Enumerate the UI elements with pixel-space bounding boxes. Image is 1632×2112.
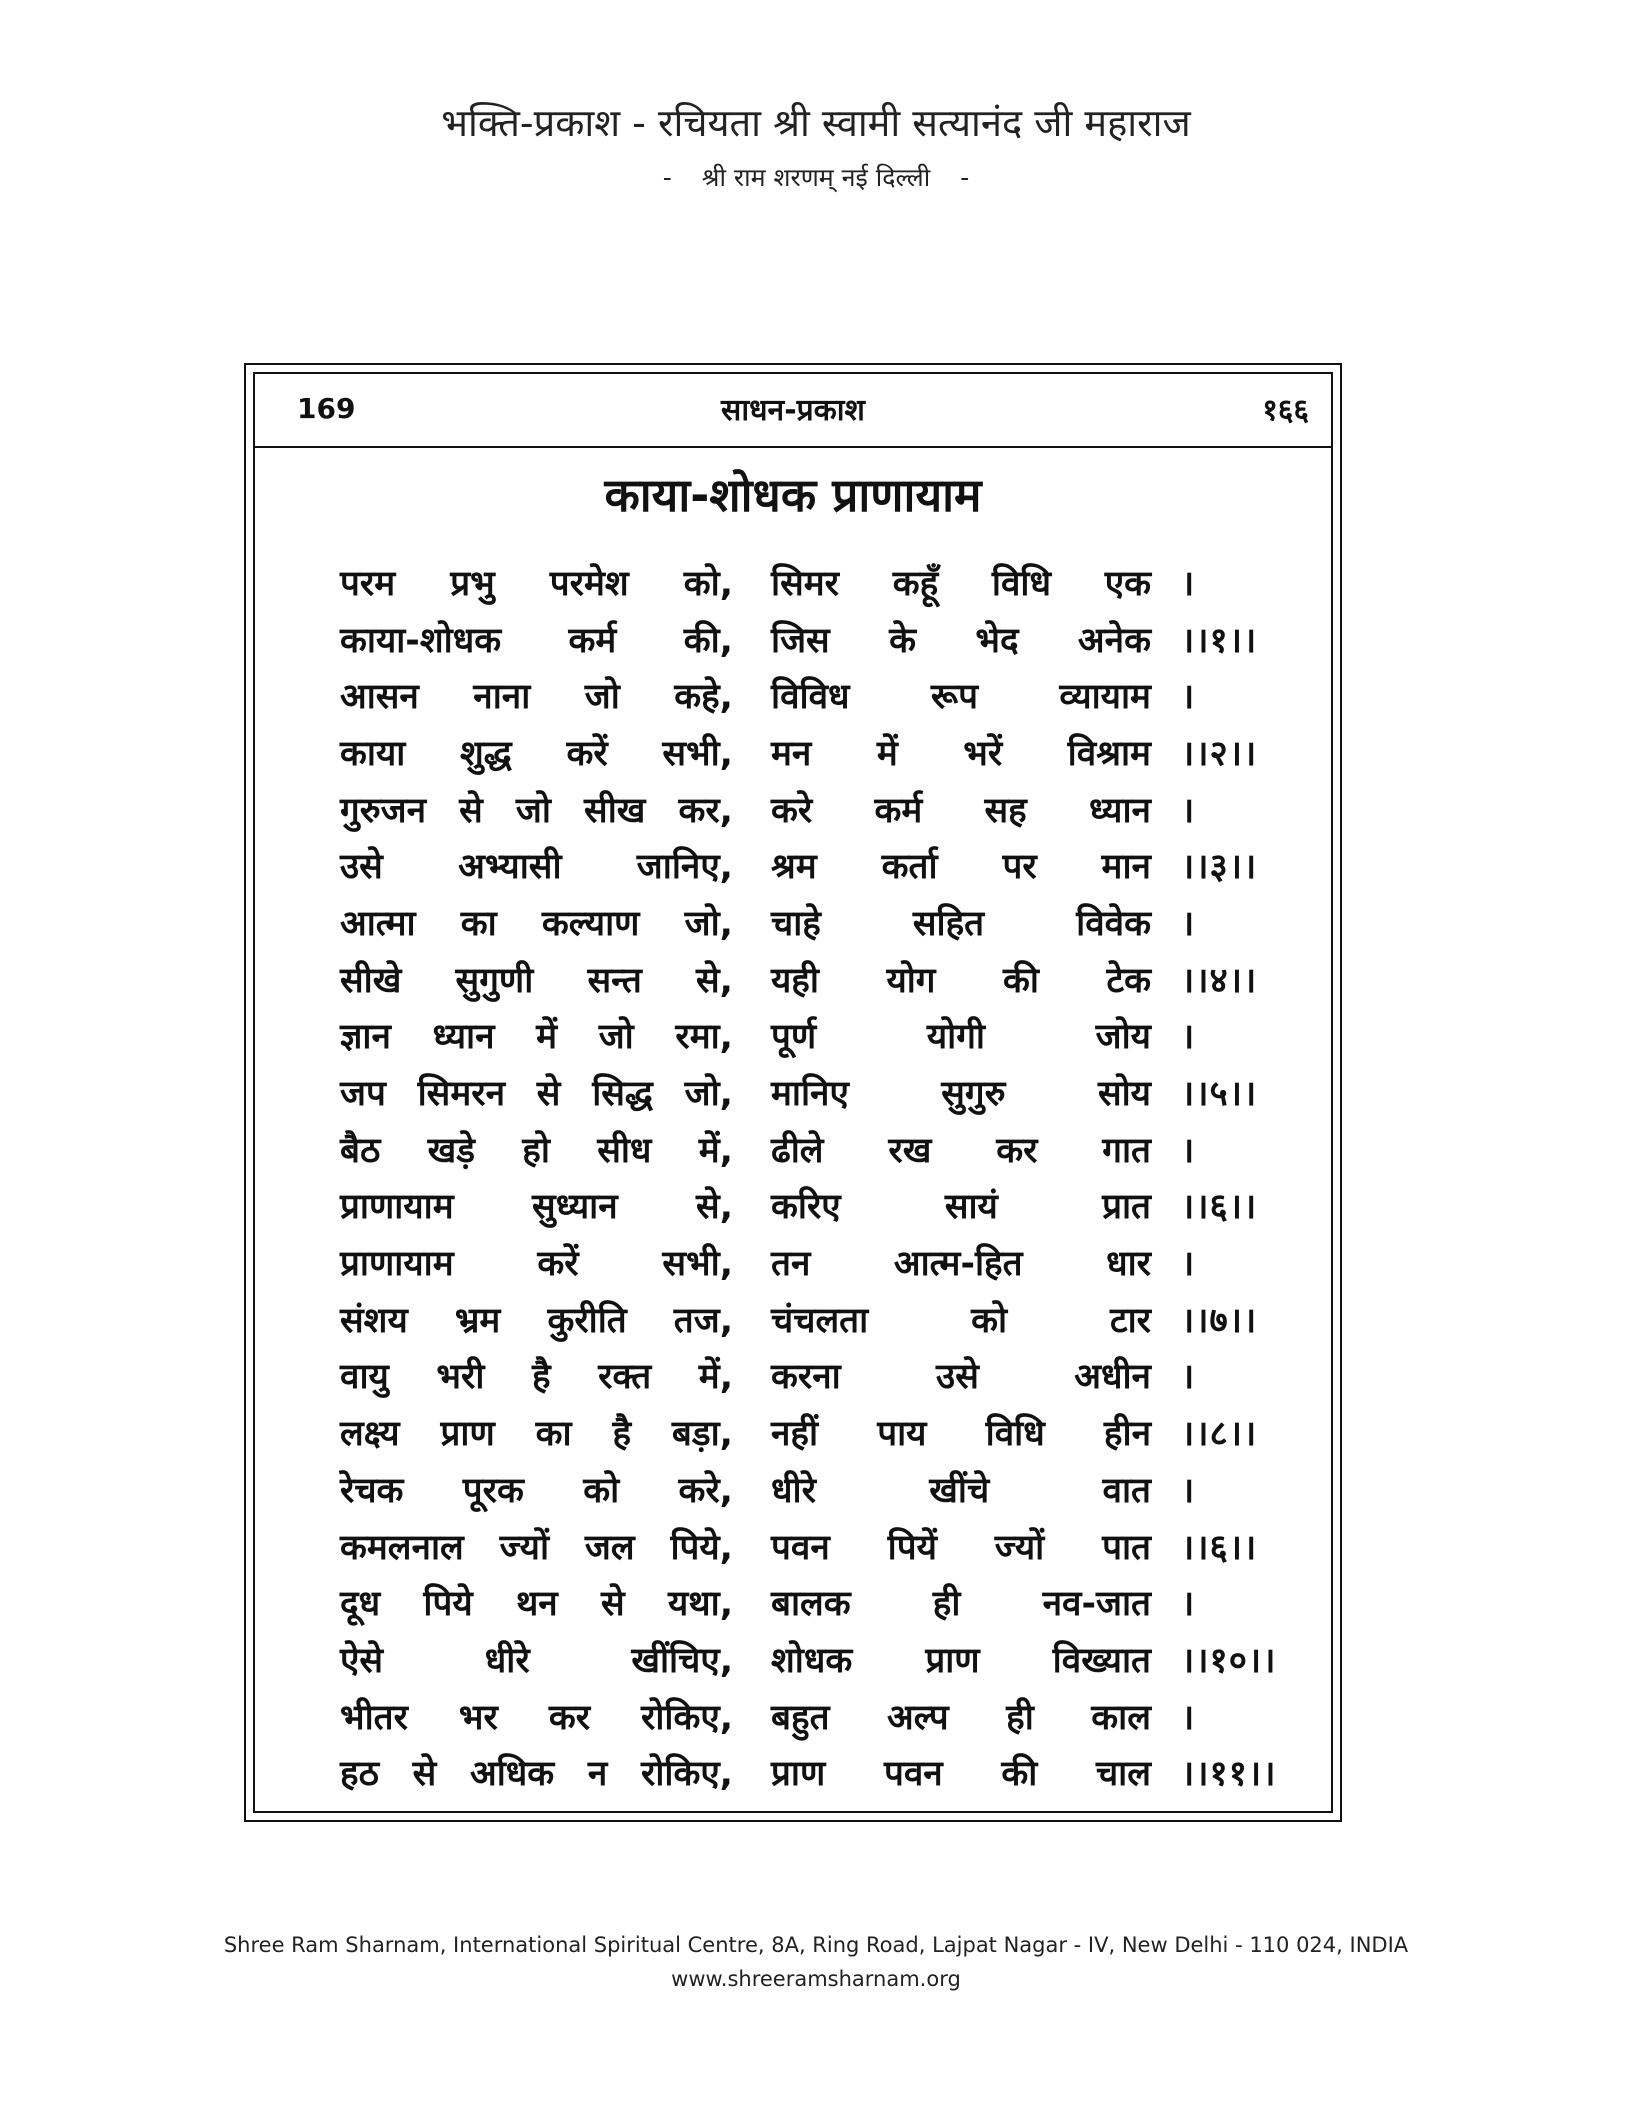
verse-word: की, — [683, 620, 733, 661]
verse-word: पवन — [883, 1754, 943, 1795]
verse-word: भरी — [436, 1357, 485, 1398]
verse-line — [340, 724, 1300, 781]
verse-word: प्राण — [440, 1414, 495, 1455]
verse-word: ज्यों — [994, 1527, 1045, 1568]
verse-word: खींचिए, — [631, 1640, 733, 1681]
verse-word: हठ — [340, 1754, 379, 1795]
verse-first-half — [340, 1239, 733, 1286]
verse-word: खींचे — [929, 1470, 990, 1511]
verse-word: प्राण — [771, 1754, 826, 1795]
document-header — [0, 98, 1632, 196]
verse-word: जो — [515, 790, 551, 831]
verse-word: कर्म — [874, 790, 923, 831]
verse-word: है — [531, 1357, 551, 1398]
verse-word: जो, — [684, 903, 733, 944]
verse-word: एक — [1104, 563, 1151, 604]
verse-second-half — [771, 672, 1151, 719]
verse-word: शुद्ध — [460, 733, 512, 774]
verse-word: गुरुजन — [340, 790, 427, 831]
verse-word: जप — [340, 1074, 386, 1115]
verse-word: दूध — [340, 1584, 381, 1625]
verse-word: ध्यान — [1089, 790, 1151, 831]
running-title: साधन-प्रकाश — [721, 393, 865, 428]
verse-word: सुगुणी — [455, 960, 534, 1001]
verse-line — [340, 1348, 1300, 1405]
verse-word: चंचलता — [771, 1300, 869, 1341]
verse-line — [340, 951, 1300, 1008]
verse-word: उसे — [936, 1357, 979, 1398]
verse-word: है — [612, 1414, 632, 1455]
verse-word: पवन — [771, 1527, 830, 1568]
verse-word: कर्म — [568, 620, 617, 661]
verse-word: रोकिए, — [641, 1697, 733, 1738]
verse-word: का — [535, 1414, 572, 1455]
verse-word: प्राण — [925, 1640, 980, 1681]
verse-word: सन्त — [587, 960, 642, 1001]
verse-word: जो, — [684, 1074, 733, 1115]
verse-word: व्यायाम — [1059, 677, 1151, 718]
verse-first-half — [340, 1296, 733, 1343]
verse-word: बालक — [771, 1584, 851, 1625]
verse-word: रूप — [930, 677, 978, 718]
footer-website: www.shreeramsharnam.org — [671, 1967, 961, 1991]
verse-first-half — [340, 1352, 733, 1399]
verse-first-half — [340, 956, 733, 1003]
verse-line — [340, 1518, 1300, 1575]
verse-word: मानिए — [771, 1074, 849, 1115]
verse-second-half — [771, 899, 1151, 946]
verse-word: कहे, — [674, 677, 733, 718]
verse-word: कल्याण — [541, 903, 640, 944]
verse-number: ।।६।। — [1181, 1527, 1258, 1568]
subtitle-dash-right: - — [960, 163, 970, 192]
verse-word: पियें — [887, 1527, 937, 1568]
verse-second-half — [771, 956, 1151, 1003]
verse-line — [340, 1121, 1300, 1178]
verse-word: गात — [1102, 1130, 1151, 1171]
verse-word: रमा, — [675, 1017, 733, 1058]
verse-word: ध्यान — [432, 1017, 495, 1058]
verse-number: । — [1181, 677, 1196, 718]
verse-word: को, — [683, 563, 733, 604]
verse-word: उसे — [340, 847, 383, 888]
verse-word: पिये, — [670, 1527, 733, 1568]
verse-line — [340, 1688, 1300, 1745]
verse-word: जानिए, — [636, 847, 733, 888]
verse-line — [340, 1178, 1300, 1235]
verse-line — [340, 554, 1300, 611]
verse-word: सायं — [944, 1187, 998, 1228]
verse-word: करे, — [678, 1470, 733, 1511]
verse-word: रख — [888, 1130, 932, 1171]
verse-word: प्राणायाम — [340, 1244, 454, 1285]
page-number-devanagari: १६६ — [1262, 393, 1309, 428]
verse-word: हो — [522, 1130, 550, 1171]
verse-word: करना — [771, 1357, 841, 1398]
verse-second-half — [771, 1523, 1151, 1570]
verse-word: से — [459, 790, 483, 831]
verse-word: जो — [584, 677, 620, 718]
verse-word: अधीन — [1074, 1357, 1151, 1398]
verse-word: हीन — [1103, 1414, 1151, 1455]
verse-word: सभी, — [662, 733, 733, 774]
verse-first-half — [340, 559, 733, 606]
verse-number: ।।१।। — [1181, 620, 1258, 661]
verse-word: सुध्यान — [532, 1187, 618, 1228]
verse-word: काया — [340, 733, 406, 774]
page-number-arabic: 169 — [297, 392, 356, 425]
verse-word: विविध — [771, 677, 850, 718]
verse-word: पर — [1002, 847, 1037, 888]
verse-word: जिस — [771, 620, 830, 661]
verse-second-half — [771, 1012, 1151, 1059]
verse-word: जोय — [1095, 1017, 1151, 1058]
verse-word: से — [412, 1754, 437, 1795]
verse-word: संशय — [340, 1300, 408, 1341]
verse-first-half — [340, 1409, 733, 1456]
verse-word: करें — [566, 733, 608, 774]
verse-word: ढीले — [771, 1130, 824, 1171]
verse-word: सुगुरु — [941, 1074, 1006, 1115]
verse-word: नव-जात — [1042, 1584, 1151, 1625]
subtitle-text: श्री राम शरणम् नई दिल्ली — [701, 163, 931, 192]
verse-word: सोय — [1097, 1074, 1151, 1115]
verse-line — [340, 1234, 1300, 1291]
verse-second-half — [771, 1693, 1151, 1740]
verse-word: का — [460, 903, 497, 944]
verse-word: सीध — [597, 1130, 652, 1171]
verse-word: पूर्ण — [771, 1017, 817, 1058]
verse-line — [340, 611, 1300, 668]
verse-number: ।।११।। — [1181, 1754, 1277, 1795]
verse-word: न — [587, 1754, 608, 1795]
verse-word: धार — [1106, 1244, 1151, 1285]
verse-line — [340, 667, 1300, 724]
verse-word: भीतर — [340, 1697, 408, 1738]
verse-first-half — [340, 1693, 733, 1740]
verse-word: से — [601, 1584, 625, 1625]
verse-line — [340, 1008, 1300, 1065]
verse-word: अनेक — [1077, 620, 1151, 661]
verse-number: ।।७।। — [1181, 1300, 1258, 1341]
verse-word: सीखे — [340, 960, 402, 1001]
verse-number: । — [1181, 1357, 1196, 1398]
verse-word: में — [876, 733, 898, 774]
verse-list — [340, 554, 1300, 1801]
document-subtitle — [0, 160, 1632, 196]
verse-word: टार — [1109, 1300, 1151, 1341]
verse-second-half — [771, 1409, 1151, 1456]
verse-word: कहूँ — [892, 563, 939, 604]
verse-word: सिमर — [771, 563, 839, 604]
verse-first-half — [340, 1012, 733, 1059]
verse-first-half — [340, 1182, 733, 1229]
verse-word: अभ्यासी — [458, 847, 562, 888]
verse-word: मन — [771, 733, 812, 774]
verse-word: विधि — [985, 1414, 1045, 1455]
verse-word: कुरीति — [547, 1300, 627, 1341]
verse-word: यही — [771, 960, 819, 1001]
verse-number: ।।३।। — [1181, 847, 1258, 888]
verse-word: कर — [548, 1697, 591, 1738]
verse-word: पात — [1102, 1527, 1151, 1568]
verse-line — [340, 1404, 1300, 1461]
verse-word: से, — [696, 960, 733, 1001]
verse-word: सिमरन — [417, 1074, 506, 1115]
verse-word: रेचक — [340, 1470, 404, 1511]
verse-word: की — [1003, 960, 1039, 1001]
verse-word: ज्यों — [499, 1527, 550, 1568]
verse-word: धीरे — [771, 1470, 816, 1511]
verse-word: श्रम — [771, 847, 817, 888]
verse-second-half — [771, 1239, 1151, 1286]
verse-number: ।।४।। — [1181, 960, 1258, 1001]
verse-word: वात — [1102, 1470, 1151, 1511]
verse-word: कर — [996, 1130, 1038, 1171]
verse-number: । — [1181, 1017, 1196, 1058]
verse-first-half — [340, 786, 733, 833]
verse-line — [340, 1631, 1300, 1688]
verse-word: ही — [932, 1584, 961, 1625]
verse-word: से, — [696, 1187, 733, 1228]
verse-second-half — [771, 1069, 1151, 1116]
verse-word: ज्ञान — [340, 1017, 391, 1058]
verse-line — [340, 1461, 1300, 1518]
verse-word: मान — [1101, 847, 1151, 888]
verse-second-half — [771, 1352, 1151, 1399]
verse-word: कर, — [678, 790, 733, 831]
verse-word: यथा, — [667, 1584, 733, 1625]
footer-address: Shree Ram Sharnam, International Spiritual Centre, 8A, Ring Road, Lajpat Nagar - IV, New Delhi - 110 024, INDIA — [223, 1933, 1409, 1957]
verse-word: पूरक — [462, 1470, 524, 1511]
verse-first-half — [340, 729, 733, 776]
verse-word: करें — [537, 1244, 579, 1285]
verse-second-half — [771, 1296, 1151, 1343]
verse-word: सभी, — [662, 1244, 733, 1285]
verse-line — [340, 1291, 1300, 1348]
verse-word: अल्प — [887, 1697, 949, 1738]
verse-second-half — [771, 786, 1151, 833]
verse-first-half — [340, 842, 733, 889]
verse-word: प्राणायाम — [340, 1187, 454, 1228]
verse-word: तन — [771, 1244, 811, 1285]
verse-word: भ्रम — [454, 1300, 501, 1341]
verse-word: शोधक — [771, 1640, 853, 1681]
verse-word: विधि — [991, 563, 1052, 604]
poem-title: काया-शोधक प्राणायाम — [604, 468, 982, 522]
verse-number: । — [1181, 903, 1196, 944]
verse-word: चाहे — [771, 903, 821, 944]
verse-word: में, — [698, 1357, 733, 1398]
scanned-book-page — [244, 363, 1342, 1822]
document-footer — [0, 1928, 1632, 1996]
verse-second-half — [771, 729, 1151, 776]
verse-line — [340, 1574, 1300, 1631]
verse-first-half — [340, 616, 733, 663]
verse-word: में — [536, 1017, 558, 1058]
verse-number: ।।८।। — [1181, 1414, 1258, 1455]
verse-word: करे — [771, 790, 813, 831]
verse-word: वायु — [340, 1357, 389, 1398]
verse-word: विश्राम — [1067, 733, 1151, 774]
verse-word: पिये — [423, 1584, 473, 1625]
verse-word: से — [536, 1074, 561, 1115]
verse-word: बहुत — [771, 1697, 830, 1738]
verse-number: । — [1181, 1470, 1196, 1511]
verse-word: ही — [1006, 1697, 1034, 1738]
verse-first-half — [340, 672, 733, 719]
verse-number: । — [1181, 1584, 1196, 1625]
verse-second-half — [771, 1126, 1151, 1173]
verse-first-half — [340, 1069, 733, 1116]
verse-first-half — [340, 1126, 733, 1173]
verse-first-half — [340, 1466, 733, 1513]
verse-word: को — [583, 1470, 620, 1511]
verse-word: लक्ष्य — [340, 1414, 400, 1455]
verse-word: सह — [984, 790, 1027, 831]
verse-word: अधिक — [469, 1754, 555, 1795]
verse-word: करिए — [771, 1187, 841, 1228]
verse-word: भरें — [963, 733, 1003, 774]
verse-second-half — [771, 1636, 1151, 1683]
verse-word: परम — [340, 563, 396, 604]
verse-number: । — [1181, 1130, 1196, 1171]
running-head — [255, 374, 1331, 444]
verse-word: जो — [598, 1017, 634, 1058]
verse-word: बैठ — [340, 1130, 381, 1171]
verse-number: ।।५।। — [1181, 1074, 1258, 1115]
verse-word: काया-शोधक — [340, 620, 502, 661]
verse-word: टेक — [1106, 960, 1151, 1001]
verse-word: प्रात — [1102, 1187, 1151, 1228]
verse-number: । — [1181, 563, 1196, 604]
verse-second-half — [771, 1579, 1151, 1626]
verse-word: कमलनाल — [340, 1527, 464, 1568]
verse-word: पाय — [877, 1414, 927, 1455]
verse-number: ।।२।। — [1181, 733, 1258, 774]
verse-word: योग — [886, 960, 936, 1001]
verse-line — [340, 781, 1300, 838]
verse-word: नाना — [473, 677, 531, 718]
subtitle-dash-left: - — [662, 163, 672, 192]
verse-first-half — [340, 1749, 733, 1796]
verse-line — [340, 837, 1300, 894]
verse-word: तज, — [673, 1300, 733, 1341]
verse-word: भेद — [975, 620, 1019, 661]
verse-word: रोकिए, — [641, 1754, 733, 1795]
verse-word: जल — [584, 1527, 635, 1568]
verse-number: । — [1181, 1697, 1196, 1738]
verse-word: कर्ता — [881, 847, 938, 888]
verse-word: सहित — [912, 903, 985, 944]
verse-word: विख्यात — [1052, 1640, 1151, 1681]
verse-first-half — [340, 1523, 733, 1570]
verse-second-half — [771, 1466, 1151, 1513]
verse-word: चाल — [1095, 1754, 1151, 1795]
book-page-inner-border — [253, 372, 1333, 1813]
verse-word: नहीं — [771, 1414, 819, 1455]
verse-line — [340, 894, 1300, 951]
verse-second-half — [771, 559, 1151, 606]
verse-second-half — [771, 842, 1151, 889]
verse-word: योगी — [926, 1017, 985, 1058]
verse-word: थन — [515, 1584, 558, 1625]
verse-second-half — [771, 1182, 1151, 1229]
verse-first-half — [340, 899, 733, 946]
verse-word: को — [971, 1300, 1008, 1341]
verse-word: सीख — [584, 790, 646, 831]
verse-word: के — [889, 620, 916, 661]
verse-number: ।।१०।। — [1181, 1640, 1277, 1681]
verse-word: आत्म-हित — [893, 1244, 1023, 1285]
verse-word: रक्त — [598, 1357, 652, 1398]
header-rule — [255, 446, 1331, 448]
verse-word: परमेश — [549, 563, 629, 604]
verse-word: भर — [458, 1697, 498, 1738]
verse-word: खड़े — [427, 1130, 475, 1171]
verse-first-half — [340, 1636, 733, 1683]
verse-line — [340, 1064, 1300, 1121]
verse-first-half — [340, 1579, 733, 1626]
verse-line — [340, 1744, 1300, 1801]
verse-word: की — [1001, 1754, 1038, 1795]
verse-number: । — [1181, 790, 1196, 831]
verse-word: में, — [698, 1130, 733, 1171]
verse-word: ऐसे — [340, 1640, 384, 1681]
verse-word: धीरे — [484, 1640, 530, 1681]
verse-word: काल — [1091, 1697, 1151, 1738]
document-title: भक्ति-प्रकाश - रचियता श्री स्वामी सत्यानंद जी महाराज — [441, 101, 1191, 145]
verse-number: ।।६।। — [1181, 1187, 1258, 1228]
verse-second-half — [771, 616, 1151, 663]
verse-word: विवेक — [1076, 903, 1151, 944]
verse-word: बड़ा, — [671, 1414, 733, 1455]
verse-word: प्रभु — [450, 563, 495, 604]
verse-number: । — [1181, 1244, 1196, 1285]
verse-word: आत्मा — [340, 903, 416, 944]
verse-second-half — [771, 1749, 1151, 1796]
verse-word: सिद्ध — [592, 1074, 653, 1115]
verse-word: आसन — [340, 677, 419, 718]
